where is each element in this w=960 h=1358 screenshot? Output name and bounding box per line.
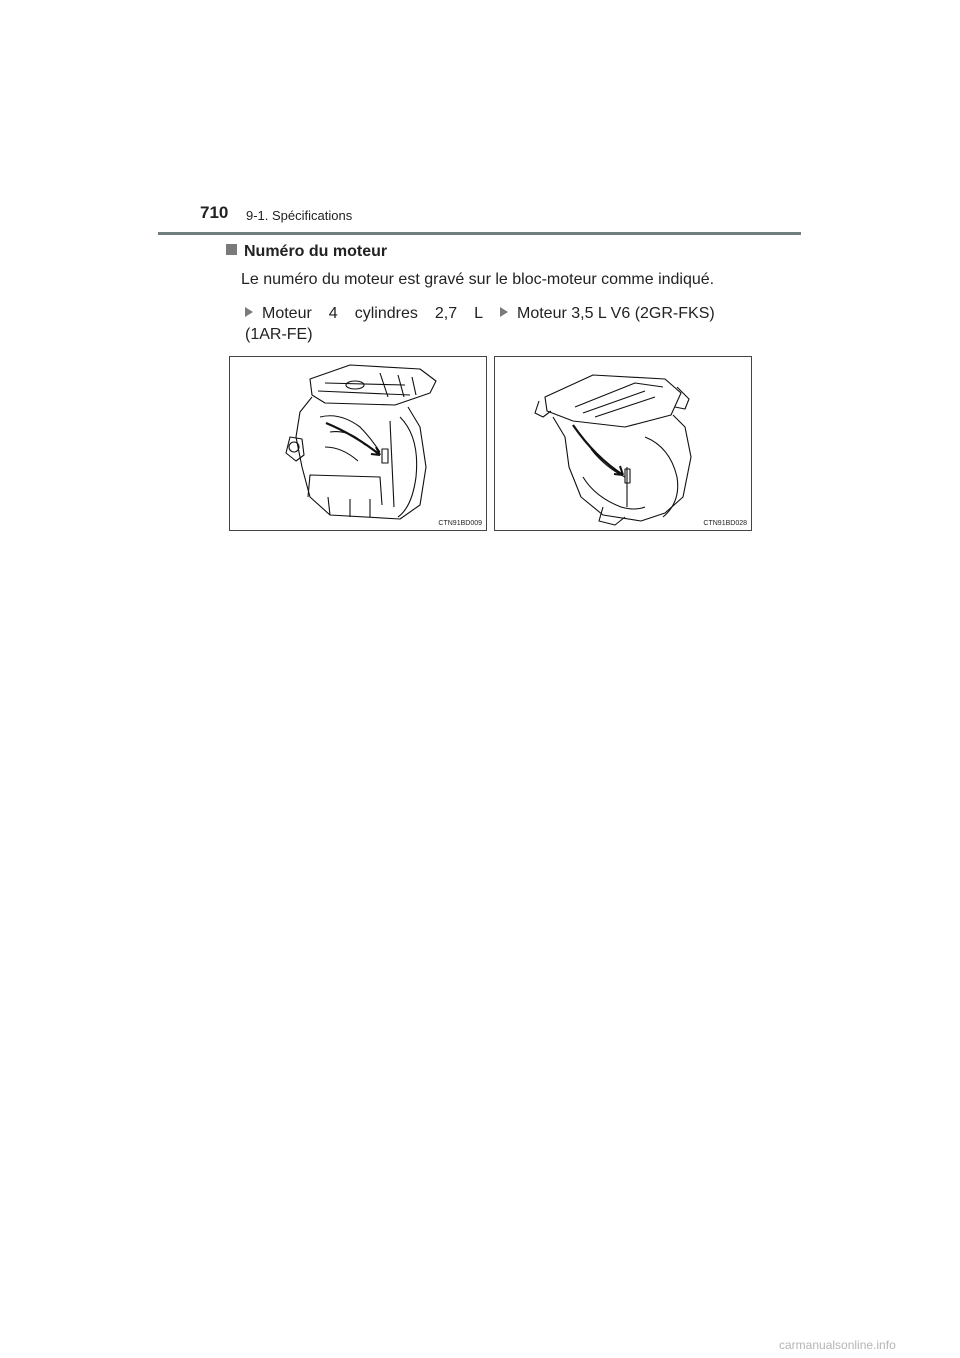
triangle-bullet-icon <box>245 307 253 317</box>
intro-text: Le numéro du moteur est gravé sur le bloc-moteur comme indiqué. <box>241 271 715 288</box>
engine-figure-v6 <box>494 356 752 531</box>
triangle-bullet-icon <box>500 307 508 317</box>
engine-item-4cyl <box>245 303 485 345</box>
section-heading <box>226 243 387 261</box>
item-line2: (1AR-FE) <box>245 326 313 343</box>
engine-4cyl-illustration <box>230 357 486 530</box>
watermark: carmanualsonline.info <box>779 1338 896 1352</box>
header-rule <box>158 232 801 235</box>
engine-v6-illustration <box>495 357 751 530</box>
item-word-3: cylindres <box>354 305 418 322</box>
item-label: Moteur 3,5 L V6 (2GR-FKS) <box>517 305 715 322</box>
engine-figure-4cyl <box>229 356 487 531</box>
square-bullet-icon <box>226 244 237 255</box>
item-word-2: 4 <box>328 305 338 322</box>
item-word-4: 2,7 <box>434 305 458 322</box>
page-number: 710 <box>200 203 229 222</box>
engine-item-v6 <box>500 303 760 324</box>
item-word-5: L <box>474 305 483 322</box>
figure-code: CTN91BD009 <box>438 520 482 527</box>
item-line1 <box>245 303 483 324</box>
section-title: 9-1. Spécifications <box>246 208 353 223</box>
heading-text: Numéro du moteur <box>244 243 388 260</box>
item-word-1: Moteur <box>245 303 312 324</box>
figure-code: CTN91BD028 <box>703 520 747 527</box>
